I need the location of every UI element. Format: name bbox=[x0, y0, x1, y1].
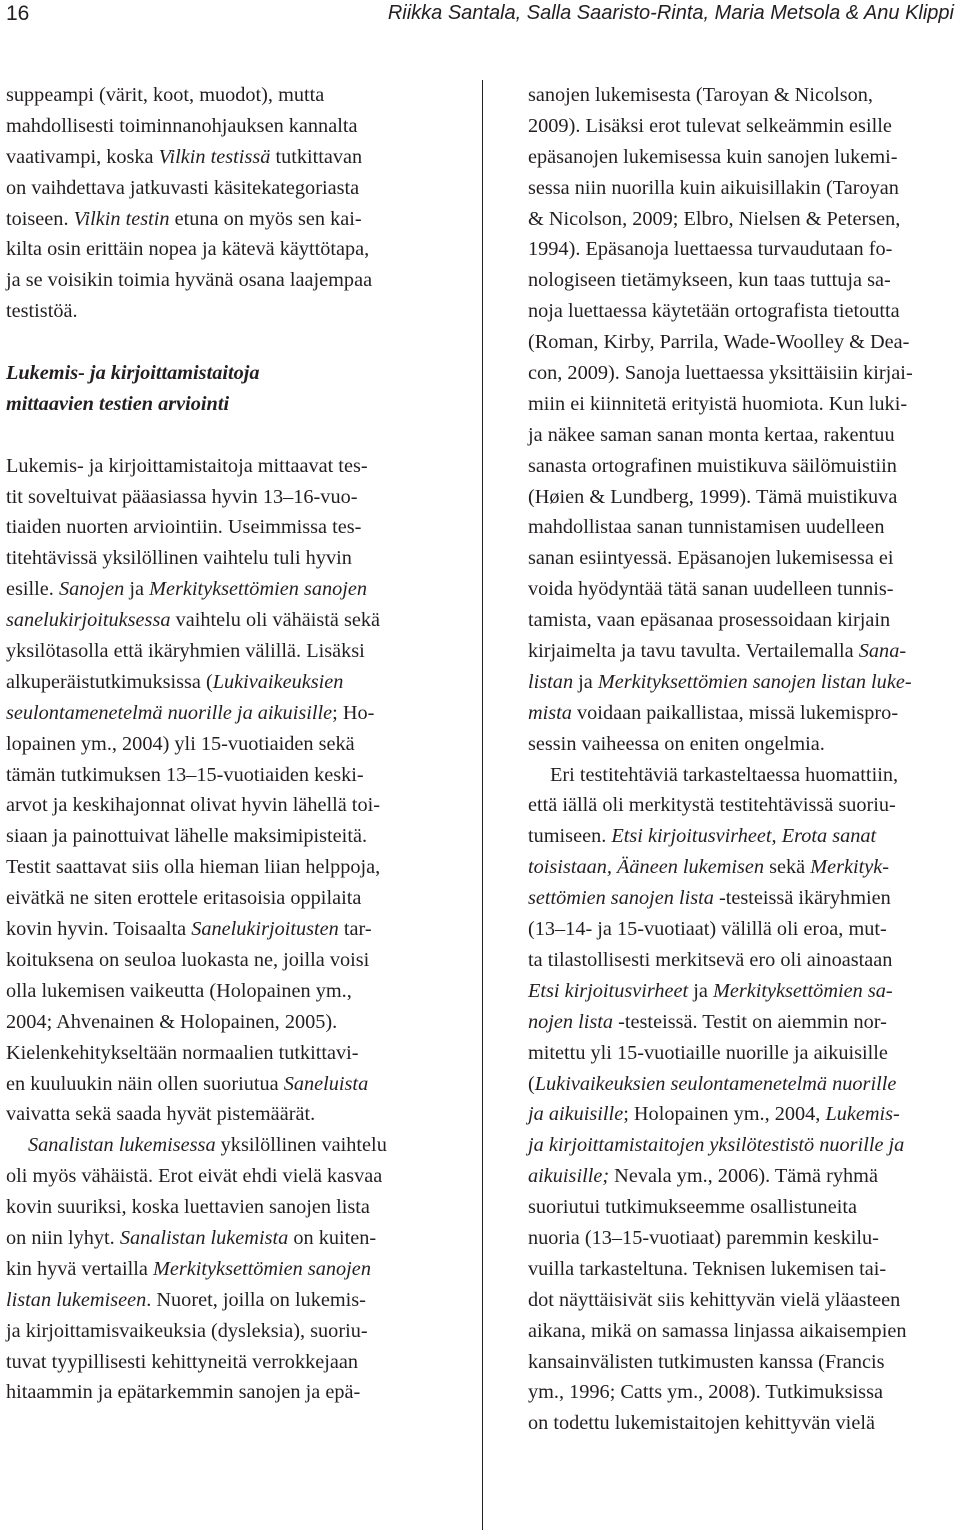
text-span: 2009). Lisäksi erot tulevat selkeämmin esille bbox=[528, 114, 892, 137]
text-span: yksilöllinen vaihtelu bbox=[215, 1134, 387, 1157]
text-span: etuna on myös sen kai- bbox=[169, 207, 362, 230]
text-span: tumiseen. bbox=[528, 825, 612, 848]
italic-text: ja aikuisille bbox=[528, 1103, 624, 1126]
text-span: tuvat tyypillisesti kehittyneitä verrokkejaan bbox=[6, 1350, 359, 1373]
text-span: nologiseen tietämykseen, kun taas tuttuja sa- bbox=[528, 269, 891, 292]
text-line bbox=[6, 1347, 436, 1378]
text-span: eivätkä ne siten erottele eritasoisia oppilaita bbox=[6, 887, 362, 910]
italic-text: seulontamenetelmä nuorille ja aikuisille bbox=[6, 701, 333, 724]
text-line bbox=[6, 1285, 436, 1316]
text-span: ( bbox=[528, 1072, 535, 1095]
text-line bbox=[6, 234, 436, 265]
text-line bbox=[528, 296, 956, 327]
italic-text: sanelukirjoituksessa bbox=[6, 609, 171, 632]
italic-text: Vilkin testissä bbox=[158, 145, 271, 168]
text-line bbox=[6, 111, 436, 142]
text-line bbox=[528, 1316, 956, 1347]
text-line bbox=[6, 945, 436, 976]
text-line bbox=[6, 698, 436, 729]
text-line bbox=[528, 1161, 956, 1192]
text-line bbox=[6, 296, 436, 327]
text-span: sanan esiintyessä. Epäsanojen lukemisessa ei bbox=[528, 547, 894, 570]
text-span: arvot ja keskihajonnat olivat hyvin lähellä toi- bbox=[6, 794, 380, 817]
italic-text: Erota sanat bbox=[781, 825, 877, 848]
text-span: kansainvälisten tutkimusten kanssa (Francis bbox=[528, 1350, 885, 1373]
italic-text: mista bbox=[528, 701, 572, 724]
text-span: kilta osin erittäin nopea ja kätevä käyttötapa, bbox=[6, 238, 370, 261]
italic-text: Sanalistan lukemista bbox=[119, 1226, 289, 1249]
text-span: tämän tutkimuksen 13–15-vuotiaiden keski- bbox=[6, 763, 364, 786]
text-span: ja kirjoittamisvaikeuksia (dysleksia), suoriu- bbox=[6, 1319, 368, 1342]
text-line bbox=[528, 420, 956, 451]
text-line bbox=[528, 1254, 956, 1285]
text-span: että iällä oli merkitystä testitehtävissä suoriu- bbox=[528, 794, 896, 817]
text-line bbox=[528, 482, 956, 513]
text-line bbox=[6, 667, 436, 698]
text-span: (13–14- ja 15-vuotiaat) välillä oli eroa, mut- bbox=[528, 918, 887, 941]
section-heading-line bbox=[6, 358, 436, 389]
text-line bbox=[6, 1069, 436, 1100]
text-span: aikana, mikä on samassa linjassa aikaisempien bbox=[528, 1319, 907, 1342]
text-span: hitaammin ja epätarkemmin sanojen ja epä- bbox=[6, 1381, 361, 1404]
text-line bbox=[6, 1038, 436, 1069]
column-divider bbox=[482, 80, 483, 1530]
text-line bbox=[528, 821, 956, 852]
text-span: dot näyttäisivät siis kehittyvän vielä yläasteen bbox=[528, 1288, 901, 1311]
blank-line bbox=[6, 420, 436, 451]
text-span: (Høien & Lundberg, 1999). Tämä muistikuva bbox=[528, 485, 898, 508]
text-span: sessa niin nuorilla kuin aikuisillakin (Taroyan bbox=[528, 176, 899, 199]
italic-text: Etsi kirjoitusvirheet bbox=[611, 825, 772, 848]
text-span: -testeissä. Testit on aiemmin nor- bbox=[613, 1010, 887, 1033]
text-line bbox=[528, 234, 956, 265]
text-line bbox=[528, 914, 956, 945]
text-line bbox=[528, 1192, 956, 1223]
text-span: on todettu lukemistaitojen kehittyvän vielä bbox=[528, 1412, 875, 1435]
text-line bbox=[6, 142, 436, 173]
text-line bbox=[528, 142, 956, 173]
text-span: (Roman, Kirby, Parrila, Wade-Woolley & Dea- bbox=[528, 331, 910, 354]
text-line bbox=[6, 1254, 436, 1285]
italic-text: settömien sanojen lista bbox=[528, 887, 714, 910]
text-span: oli myös vähäistä. Erot eivät ehdi vielä kasvaa bbox=[6, 1165, 383, 1188]
italic-text: Vilkin testin bbox=[73, 207, 170, 230]
italic-text: Saneluista bbox=[283, 1072, 369, 1095]
text-span: con, 2009). Sanoja luettaessa yksittäisiin kirjai- bbox=[528, 362, 913, 385]
text-span: voida hyödyntää tätä sanan uudelleen tunnis- bbox=[528, 578, 894, 601]
text-line bbox=[6, 636, 436, 667]
text-span: titehtävissä yksilöllinen vaihtelu tuli hyvin bbox=[6, 547, 352, 570]
text-span: voidaan paikallistaa, missä lukemispro- bbox=[571, 701, 899, 724]
text-span: 2004; Ahvenainen & Holopainen, 2005). bbox=[6, 1010, 338, 1033]
text-line bbox=[528, 1099, 956, 1130]
text-line bbox=[6, 852, 436, 883]
text-span: tiaiden nuorten arviointiin. Useimmissa tes- bbox=[6, 516, 362, 539]
italic-text: Etsi kirjoitusvirheet bbox=[528, 979, 689, 1002]
left-column bbox=[6, 80, 436, 1408]
text-span: Kielenkehitykseltään normaalien tutkittavi- bbox=[6, 1041, 359, 1064]
text-span: siaan ja painottuivat lähelle maksimipisteitä. bbox=[6, 825, 368, 848]
text-line bbox=[6, 543, 436, 574]
italic-text: Sanelukirjoitusten bbox=[191, 918, 339, 941]
text-line bbox=[528, 1377, 956, 1408]
text-span: Testit saattavat siis olla hieman liian helppoja, bbox=[6, 856, 381, 879]
text-line bbox=[528, 1408, 956, 1439]
text-span: suoriutui tutkimukseemme osallistuneita bbox=[528, 1196, 857, 1219]
text-span: ja näkee saman sanan monta kertaa, rakentuu bbox=[528, 423, 895, 446]
text-line bbox=[528, 574, 956, 605]
text-line bbox=[528, 945, 956, 976]
italic-text: Merkityksettömien sanojen bbox=[149, 578, 368, 601]
text-line bbox=[6, 1192, 436, 1223]
text-span: vaihtelu oli vähäistä sekä bbox=[170, 609, 381, 632]
text-line bbox=[528, 327, 956, 358]
text-span: ja bbox=[124, 578, 150, 601]
italic-text: Lukivaikeuksien seulontamenetelmä nuorille bbox=[534, 1072, 897, 1095]
text-line bbox=[528, 543, 956, 574]
text-line bbox=[528, 976, 956, 1007]
text-span: Eri testitehtäviä tarkasteltaessa huomattiin, bbox=[550, 763, 899, 786]
text-line bbox=[6, 976, 436, 1007]
text-span: & Nicolson, 2009; Elbro, Nielsen & Petersen, bbox=[528, 207, 901, 230]
text-line bbox=[6, 482, 436, 513]
text-line bbox=[6, 1099, 436, 1130]
text-span: vuilla tarkasteltuna. Teknisen lukemisen tai- bbox=[528, 1257, 887, 1280]
section-heading-line bbox=[6, 389, 436, 420]
text-span: ta tilastollisesti merkitsevä ero oli ainoastaan bbox=[528, 948, 893, 971]
blank-line bbox=[6, 327, 436, 358]
text-span: tit soveltuivat pääasiassa hyvin 13–16-vuo- bbox=[6, 485, 358, 508]
text-line bbox=[528, 852, 956, 883]
text-span: sekä bbox=[764, 856, 811, 879]
text-span: sessin vaiheessa on eniten ongelmia. bbox=[528, 732, 825, 755]
italic-text: Merkityk- bbox=[810, 856, 890, 879]
text-span: , bbox=[771, 825, 782, 848]
text-line bbox=[528, 451, 956, 482]
text-span: suppeampi (värit, koot, muodot), mutta bbox=[6, 84, 325, 106]
text-span: esille. bbox=[6, 578, 59, 601]
italic-text: nojen lista bbox=[528, 1010, 614, 1033]
text-span: ja bbox=[573, 670, 598, 693]
text-span: on vaihdettava jatkuvasti käsitekategoriasta bbox=[6, 176, 360, 199]
text-span: yksilötasolla että ikäryhmien välillä. Lisäksi bbox=[6, 640, 365, 663]
running-head-authors: Riikka Santala, Salla Saaristo-Rinta, Maria Metsola & Anu Klippi bbox=[387, 2, 954, 24]
text-line bbox=[528, 1038, 956, 1069]
text-span: en kuuluukin näin ollen suoriutua bbox=[6, 1072, 284, 1095]
text-line bbox=[528, 605, 956, 636]
text-span: kovin suuriksi, koska luettavien sanojen lista bbox=[6, 1196, 370, 1219]
italic-text: listan bbox=[528, 670, 574, 693]
text-span: Lukemis- ja kirjoittamistaitoja bbox=[6, 362, 260, 385]
italic-text: Sanojen bbox=[58, 578, 125, 601]
text-line bbox=[528, 173, 956, 204]
text-span: noja luettaessa käytetään ortografista tietoutta bbox=[528, 300, 900, 323]
text-span: tar- bbox=[338, 918, 372, 941]
text-span: mittaavien testien arviointi bbox=[6, 392, 230, 415]
text-line bbox=[6, 204, 436, 235]
text-line bbox=[528, 1007, 956, 1038]
text-line bbox=[528, 1285, 956, 1316]
text-line bbox=[528, 698, 956, 729]
italic-text: ja kirjoittamistaitojen yksilötestistö nuorille ja bbox=[528, 1134, 905, 1157]
text-line bbox=[528, 883, 956, 914]
italic-text: Merkityksettömien sa- bbox=[712, 979, 893, 1002]
text-span: vaivatta sekä saada hyvät pistemäärät. bbox=[6, 1103, 316, 1126]
text-span: on kuiten- bbox=[288, 1226, 377, 1249]
text-span: nuoria (13–15-vuotiaat) paremmin keskilu- bbox=[528, 1226, 879, 1249]
text-line bbox=[6, 1316, 436, 1347]
text-line bbox=[6, 821, 436, 852]
text-span: epäsanojen lukemisessa kuin sanojen lukemi- bbox=[528, 145, 898, 168]
text-line bbox=[528, 1347, 956, 1378]
text-line bbox=[6, 451, 436, 482]
text-span: 1994). Epäsanoja luettaessa turvaudutaan fo- bbox=[528, 238, 893, 261]
text-span: mahdollistaa sanan tunnistamisen uudelleen bbox=[528, 516, 885, 539]
text-line bbox=[6, 760, 436, 791]
page-number: 16 bbox=[6, 2, 30, 25]
text-line bbox=[528, 760, 956, 791]
text-line bbox=[6, 574, 436, 605]
text-line bbox=[528, 204, 956, 235]
italic-text: Merkityksettömien sanojen listan luke- bbox=[597, 670, 912, 693]
text-span: tamista, vaan epäsanaa prosessoidaan kirjain bbox=[528, 609, 891, 632]
text-span: koituksena on seuloa luokasta ne, joilla voisi bbox=[6, 948, 370, 971]
text-span: sanojen lukemisesta (Taroyan & Nicolson, bbox=[528, 84, 873, 106]
text-line bbox=[6, 265, 436, 296]
text-line bbox=[6, 1161, 436, 1192]
text-line bbox=[6, 1130, 436, 1161]
text-span: ; Ho- bbox=[332, 701, 375, 724]
text-line bbox=[6, 512, 436, 543]
text-span: olla lukemisen vaikeutta (Holopainen ym., bbox=[6, 979, 352, 1002]
text-line bbox=[528, 512, 956, 543]
italic-text: Merkityksettömien sanojen bbox=[153, 1257, 371, 1280]
text-span: on niin lyhyt. bbox=[6, 1226, 120, 1249]
text-line bbox=[528, 790, 956, 821]
text-span: tutkittavan bbox=[270, 145, 363, 168]
text-line bbox=[6, 790, 436, 821]
text-span: Nevala ym., 2006). Tämä ryhmä bbox=[609, 1165, 878, 1188]
text-span: ja se voisikin toimia hyvänä osana laajempaa bbox=[6, 269, 373, 292]
text-span: mahdollisesti toiminnanohjauksen kannalta bbox=[6, 114, 358, 137]
text-line bbox=[528, 729, 956, 760]
text-line bbox=[528, 80, 956, 111]
text-line bbox=[6, 605, 436, 636]
text-line bbox=[528, 389, 956, 420]
text-span: toiseen. bbox=[6, 207, 74, 230]
text-line bbox=[528, 358, 956, 389]
text-span: testistöä. bbox=[6, 300, 78, 323]
text-line bbox=[528, 636, 956, 667]
text-line bbox=[528, 1130, 956, 1161]
text-line bbox=[528, 1223, 956, 1254]
text-span: lopainen ym., 2004) yli 15-vuotiaiden sekä bbox=[6, 732, 355, 755]
text-span: ym., 1996; Catts ym., 2008). Tutkimuksissa bbox=[528, 1381, 883, 1404]
page-header bbox=[0, 0, 960, 34]
text-line bbox=[6, 883, 436, 914]
right-column bbox=[528, 80, 956, 1439]
text-span: ; Holopainen ym., 2004, bbox=[623, 1103, 826, 1126]
text-line bbox=[6, 80, 436, 111]
text-line bbox=[6, 1223, 436, 1254]
text-span: Lukemis- ja kirjoittamistaitoja mittaavat tes- bbox=[6, 454, 368, 477]
italic-text: toisistaan, Ääneen lukemisen bbox=[528, 856, 765, 879]
italic-text: Sanalistan lukemisessa bbox=[28, 1134, 216, 1157]
italic-text: Lukivaikeuksien bbox=[212, 670, 344, 693]
italic-text: listan lukemiseen bbox=[6, 1288, 147, 1311]
text-span: kovin hyvin. Toisaalta bbox=[6, 918, 192, 941]
text-line bbox=[6, 173, 436, 204]
text-line bbox=[528, 265, 956, 296]
text-line bbox=[6, 914, 436, 945]
text-span: alkuperäistutkimuksissa ( bbox=[6, 670, 213, 693]
text-line bbox=[6, 1377, 436, 1408]
italic-text: Lukemis- bbox=[825, 1103, 900, 1126]
italic-text: aikuisille; bbox=[528, 1165, 610, 1188]
text-line bbox=[6, 1007, 436, 1038]
text-line bbox=[6, 729, 436, 760]
text-span: kirjaimelta ja tavu tavulta. Vertailemalla bbox=[528, 640, 859, 663]
text-span: -testeissä ikäryhmien bbox=[713, 887, 891, 910]
italic-text: Sana- bbox=[858, 640, 907, 663]
text-span: vaativampi, koska bbox=[6, 145, 159, 168]
text-line bbox=[528, 667, 956, 698]
text-span: ja bbox=[688, 979, 713, 1002]
text-span: mitettu yli 15-vuotiaille nuorille ja aikuisille bbox=[528, 1041, 888, 1064]
text-span: kin hyvä vertailla bbox=[6, 1257, 153, 1280]
text-span: miin ei kiinnitetä erityistä huomiota. Kun luki- bbox=[528, 392, 908, 415]
text-line bbox=[528, 1069, 956, 1100]
text-span: sanasta ortografinen muistikuva säilömuistiin bbox=[528, 454, 897, 477]
text-span: . Nuoret, joilla on lukemis- bbox=[146, 1288, 366, 1311]
text-line bbox=[528, 111, 956, 142]
